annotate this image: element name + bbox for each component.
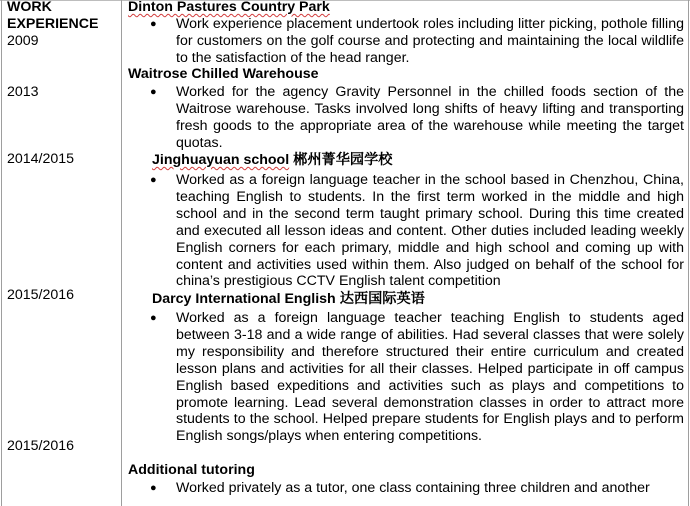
bullet-icon: ● <box>150 482 157 494</box>
date-label: 2014/2015 <box>7 151 75 167</box>
table-column-divider <box>121 0 122 506</box>
entry-heading <box>128 462 255 479</box>
entry-description <box>128 84 684 152</box>
bullet-icon: ● <box>150 174 157 186</box>
date-label: 2015/2016 <box>7 438 75 454</box>
table-border-top <box>0 0 690 1</box>
entry-description <box>128 172 684 290</box>
date-label: 2013 <box>7 84 39 100</box>
entry-heading-text: Darcy International English <box>152 291 336 307</box>
entry-heading-text: Dinton Pastures Country Park <box>128 0 330 15</box>
entry-heading <box>152 291 425 308</box>
entry-description <box>128 310 684 445</box>
entry-heading-cjk: 达西国际英语 <box>339 291 425 307</box>
entry-description-text: Worked as a foreign language teacher in the school based in Chenzhou, China, teaching English to students. In the first term worked in the middle and high school and in the second term taught primary school. During this time created and executed all lesson ideas and content. Other duties included leading weekly English corners for each primary, middle and high school and coming up with content and activities used within them. Also judged on behalf of the school for china’s prestigious CCTV English talent competition <box>176 172 684 290</box>
table-border-left <box>1 0 2 506</box>
entry-heading <box>128 66 319 83</box>
date-label: 2015/2016 <box>7 287 75 303</box>
entry-heading <box>128 0 330 16</box>
bullet-icon: ● <box>150 86 157 98</box>
entry-description-text: Worked privately as a tutor, one class containing three children and another <box>176 480 650 496</box>
entry-heading-cjk: 郴州菁华园学校 <box>293 152 393 168</box>
entry-heading <box>152 152 393 169</box>
entry-description-text: Worked as a foreign language teacher teaching English to students aged between 3-18 and a wide range of abilities. Had several classes that were solely my responsibility and therefore structured their entire curriculum and created lesson plans and activities for all their classes. Helped participate in off campus English based expeditions and activities such as plays and competitions to promote learning. Lead several demonstration classes in order to attract more students to the school. Helped prepare students for English plays and to perform English songs/plays when entering competitions. <box>176 310 684 445</box>
entry-heading-text: Jinghuayuan school <box>152 152 290 168</box>
entry-description-text: Worked for the agency Gravity Personnel in the chilled foods section of the Waitrose warehouse. Tasks involved long shifts of heavy lifting and transporting fresh goods to the appropriate area of the warehouse while meeting the target quotas. <box>176 84 684 151</box>
bullet-icon: ● <box>150 312 157 324</box>
section-title-work: WORK <box>7 0 52 15</box>
entry-description-text: Work experience placement undertook roles including litter picking, pothole filling for customers on the golf course and protecting and maintaining the local wildlife to the satisfaction of the head ranger. <box>176 16 684 66</box>
entry-description <box>128 480 684 497</box>
bullet-icon: ● <box>150 18 157 30</box>
entry-heading-text: Waitrose Chilled Warehouse <box>128 66 319 82</box>
table-border-right <box>688 0 689 506</box>
section-title-experience: EXPERIENCE <box>7 16 99 32</box>
entry-heading-text: Additional tutoring <box>128 462 255 478</box>
date-label: 2009 <box>7 33 39 49</box>
entry-description <box>128 16 684 67</box>
